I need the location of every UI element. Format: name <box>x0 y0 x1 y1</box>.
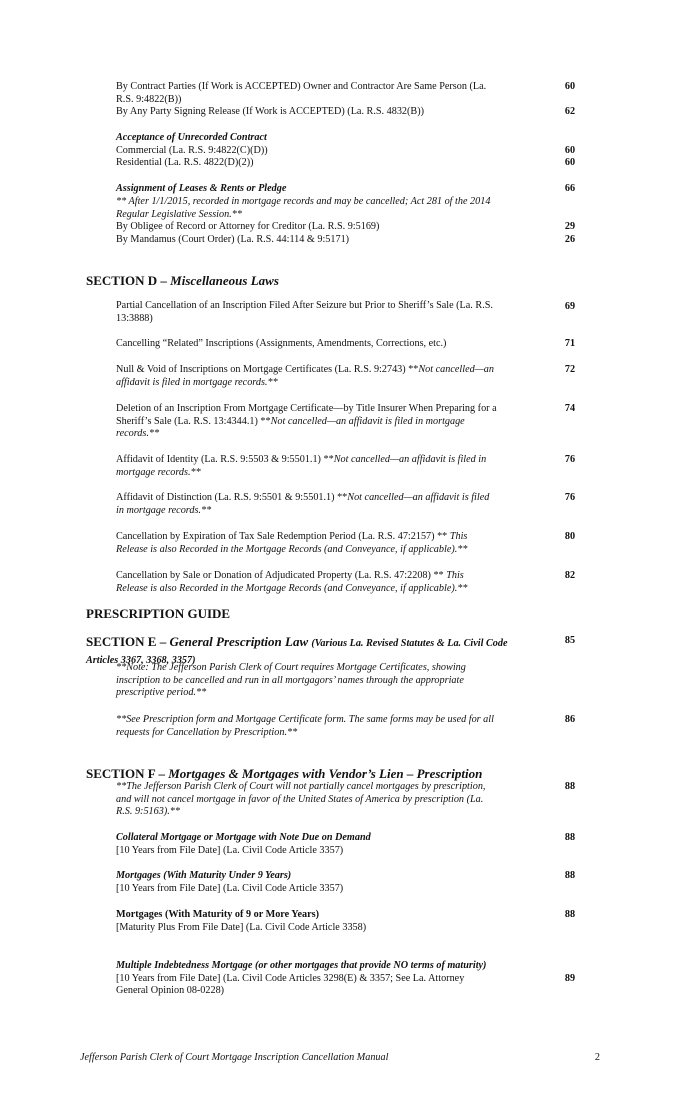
page-ref: 26 <box>564 234 576 245</box>
section-f-note: **The Jefferson Parish Clerk of Court will not partially cancel mortgages by prescription, and will not cancel mortgage in favor of the United States of America by prescription (La. R.S. 9:5163).** <box>116 781 486 818</box>
page-ref: 71 <box>564 338 576 349</box>
d-entry-tax-sale: Cancellation by Expiration of Tax Sale Redemption Period (La. R.S. 47:2157) ** This Release is also Recorded in the Mortgage Records (and Conveyance, if applicable).** <box>116 531 468 555</box>
d-entry-partial-cancellation: Partial Cancellation of an Inscription Filed After Seizure but Prior to Sheriff’s Sale (La. R.S. 13:3888) <box>116 300 493 324</box>
page-footer <box>80 1052 600 1065</box>
section-e-note-forms: **See Prescription form and Mortgage Certificate form. The same forms may be used for all requests for Cancellation by Prescription.** <box>116 714 494 738</box>
d-entry-null-void: Null & Void of Inscriptions on Mortgage Certificates (La. R.S. 9:2743) **Not cancelled—an affidavit is filed in mortgage records.** <box>116 364 494 388</box>
f-entry-multiple-indebtedness: Multiple Indebtedness Mortgage (or other mortgages that provide NO terms of maturity) [10 Years from File Date] (La. Civil Code Articles 3298(E) & 3357; See La. Attorney General Opinion 08-0228) <box>116 960 487 997</box>
page-ref: 82 <box>564 570 576 581</box>
f-entry-collateral: Collateral Mortgage or Mortgage with Note Due on Demand [10 Years from File Date] (La. Civil Code Article 3357) <box>116 832 371 856</box>
page-ref: 86 <box>564 714 576 725</box>
entry-contract-parties: By Contract Parties (If Work is ACCEPTED) Owner and Contractor Are Same Person (La. R.S. 9:4822(B)) <box>116 81 487 105</box>
prescription-guide-heading: PRESCRIPTION GUIDE <box>86 606 231 621</box>
heading-assignment-leases: Assignment of Leases & Rents or Pledge <box>116 183 287 194</box>
heading-acceptance-unrecorded: Acceptance of Unrecorded Contract <box>116 132 267 143</box>
page-ref: 88 <box>564 870 576 881</box>
d-entry-distinction: Affidavit of Distinction (La. R.S. 9:5501 & 9:5501.1) **Not cancelled—an affidavit is filed in mortgage records.** <box>116 492 490 516</box>
page-ref: 76 <box>564 454 576 465</box>
page-ref: 72 <box>564 364 576 375</box>
section-e-heading: SECTION E – General Prescription Law (Various La. Revised Statutes & La. Civil Code Articles 3367, 3368, 3357) <box>86 634 508 666</box>
f-entry-9-or-more: Mortgages (With Maturity of 9 or More Years) [Maturity Plus From File Date] (La. Civil Code Article 3358) <box>116 909 367 933</box>
d-entry-deletion: Deletion of an Inscription From Mortgage Certificate—by Title Insurer When Preparing for a Sheriff’s Sale (La. R.S. 13:4344.1) **Not cancelled—an affidavit is filed in mortgage records.** <box>116 403 497 440</box>
page-ref: 69 <box>564 301 576 312</box>
section-f-heading: SECTION F – Mortgages & Mortgages with Vendor’s Lien – Prescription <box>86 766 483 781</box>
page-ref: 89 <box>564 973 576 984</box>
entry-residential: Residential (La. R.S. 4822(D)(2)) <box>116 157 254 168</box>
page-ref: 74 <box>564 403 576 414</box>
page-ref: 60 <box>564 145 576 156</box>
page-ref: 60 <box>564 81 576 92</box>
section-d-heading: SECTION D – Miscellaneous Laws <box>86 273 279 288</box>
entry-commercial: Commercial (La. R.S. 9:4822(C)(D)) <box>116 145 268 156</box>
entry-obligee: By Obligee of Record or Attorney for Creditor (La. R.S. 9:5169) <box>116 221 380 232</box>
page-ref: 29 <box>564 221 576 232</box>
f-entry-under-9: Mortgages (With Maturity Under 9 Years) [10 Years from File Date] (La. Civil Code Article 3357) <box>116 870 344 894</box>
page-number: 2 <box>594 1052 600 1063</box>
page-ref: 62 <box>564 106 576 117</box>
page-ref: 88 <box>564 832 576 843</box>
page-ref: 60 <box>564 157 576 168</box>
page-ref: 66 <box>564 183 576 194</box>
page-ref: 80 <box>564 531 576 542</box>
section-e-note: **Note: The Jefferson Parish Clerk of Court requires Mortgage Certificates, showing inscription to be cancelled and run in all mortgagors’ names through the appropriate prescriptive period.** <box>116 662 466 699</box>
note-after-2015: ** After 1/1/2015, recorded in mortgage records and may be cancelled; Act 281 of the 2014 Regular Legislative Session.** <box>116 196 491 220</box>
entry-any-party: By Any Party Signing Release (If Work is ACCEPTED) (La. R.S. 4832(B)) <box>116 106 424 117</box>
page-ref: 88 <box>564 909 576 920</box>
page-ref: 88 <box>564 781 576 792</box>
d-entry-related: Cancelling “Related” Inscriptions (Assignments, Amendments, Corrections, etc.) <box>116 338 447 349</box>
entry-mandamus: By Mandamus (Court Order) (La. R.S. 44:114 & 9:5171) <box>116 234 350 245</box>
d-entry-identity: Affidavit of Identity (La. R.S. 9:5503 & 9:5501.1) **Not cancelled—an affidavit is filed in mortgage records.** <box>116 454 487 478</box>
d-entry-adjudicated: Cancellation by Sale or Donation of Adjudicated Property (La. R.S. 47:2208) ** This Release is also Recorded in the Mortgage Records (and Conveyance, if applicable).** <box>116 570 468 594</box>
page-ref: 76 <box>564 492 576 503</box>
footer-title: Jefferson Parish Clerk of Court Mortgage Inscription Cancellation Manual <box>80 1052 389 1063</box>
page-ref: 85 <box>564 635 576 646</box>
